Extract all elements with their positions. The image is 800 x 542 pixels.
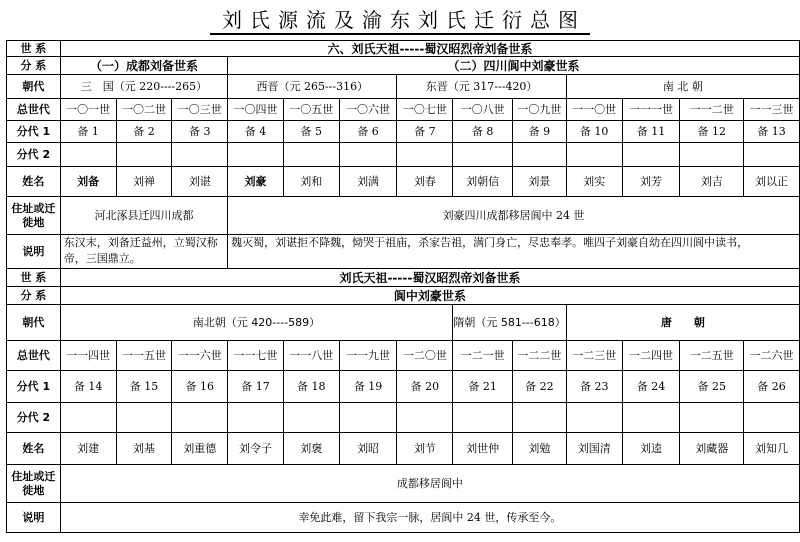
address-chengdu: 河北涿县迁四川成都 [60, 197, 227, 235]
name-cell: 刘吉 [680, 167, 744, 197]
name-cell: 刘世仲 [453, 433, 513, 465]
empty-cell [513, 143, 567, 167]
label-shuoming: 说明 [7, 503, 61, 533]
generation-cell: 一二二世 [513, 341, 567, 371]
name-cell: 刘令子 [228, 433, 284, 465]
name-cell: 刘谌 [172, 167, 228, 197]
label-fendai1: 分代 1 [7, 121, 61, 143]
empty-cell [397, 143, 453, 167]
address-langzhong: 刘豪四川成都移居阆中 24 世 [228, 197, 800, 235]
sub-generation-cell: 备 7 [397, 121, 453, 143]
generation-cell: 一一二世 [680, 99, 744, 121]
label-fendai1: 分代 1 [7, 371, 61, 403]
name-cell: 刘以正 [744, 167, 800, 197]
name-cell: 刘和 [283, 167, 339, 197]
empty-cell [680, 143, 744, 167]
empty-cell [744, 143, 800, 167]
generation-cell: 一〇八世 [453, 99, 513, 121]
sub-generation-cell: 备 23 [566, 371, 622, 403]
generation-cell: 一〇二世 [116, 99, 172, 121]
era-cell: 隋朝（元 581---618） [453, 305, 567, 341]
empty-cell [566, 403, 622, 433]
label-fendai2: 分代 2 [7, 143, 61, 167]
empty-cell [453, 143, 513, 167]
generation-cell: 一〇七世 [397, 99, 453, 121]
label-shuoming: 说明 [7, 235, 61, 269]
sub-generation-cell: 备 19 [339, 371, 397, 403]
sub-generation-cell: 备 6 [339, 121, 397, 143]
name-cell: 刘节 [397, 433, 453, 465]
sub-generation-cell: 备 21 [453, 371, 513, 403]
sub-generation-cell: 备 8 [453, 121, 513, 143]
generation-cell: 一〇一世 [60, 99, 116, 121]
label-zhuzhi: 住址或迁徙地 [7, 197, 61, 235]
branch-chengdu: （一）成都刘备世系 [60, 57, 227, 75]
sub-generation-cell: 备 25 [680, 371, 744, 403]
sub-generation-cell: 备 24 [622, 371, 680, 403]
generation-cell: 一一六世 [172, 341, 228, 371]
generation-cell: 一〇五世 [283, 99, 339, 121]
era-cell: 东晋（元 317---420） [397, 75, 566, 99]
empty-cell [283, 143, 339, 167]
era-cell: 三 国（元 220----265） [60, 75, 227, 99]
note-chengdu: 东汉末，刘备迁益州，立蜀汉称帝，三国鼎立。 [60, 235, 227, 269]
note-langzhong: 魏灭蜀，刘谌拒不降魏，恸哭于祖庙，杀家告祖，满门身亡，尽忠奉孝。唯四子刘豪自幼在四川阆中读书， [228, 235, 800, 269]
name-cell: 刘朝信 [453, 167, 513, 197]
lineage-heading: 六、刘氏天祖-----蜀汉昭烈帝刘备世系 [60, 41, 799, 57]
sub-generation-cell: 备 15 [116, 371, 172, 403]
empty-cell [622, 403, 680, 433]
name-cell: 刘建 [60, 433, 116, 465]
sub-generation-cell: 备 1 [60, 121, 116, 143]
label-zhuzhi: 住址或迁徙地 [7, 465, 61, 503]
empty-cell [283, 403, 339, 433]
branch-langzhong: （二）四川阆中刘豪世系 [228, 57, 800, 75]
label-fendai2: 分代 2 [7, 403, 61, 433]
sub-generation-cell: 备 9 [513, 121, 567, 143]
generation-cell: 一二六世 [744, 341, 800, 371]
sub-generation-cell: 备 13 [744, 121, 800, 143]
name-cell: 刘春 [397, 167, 453, 197]
label-fenxi: 分 系 [7, 57, 61, 75]
generation-cell: 一二四世 [622, 341, 680, 371]
empty-cell [228, 143, 284, 167]
name-cell: 刘景 [513, 167, 567, 197]
empty-cell [60, 143, 116, 167]
generation-cell: 一一九世 [339, 341, 397, 371]
empty-cell [228, 403, 284, 433]
empty-cell [172, 403, 228, 433]
name-cell: 刘备 [60, 167, 116, 197]
generation-cell: 一〇四世 [228, 99, 284, 121]
generation-cell: 一一三世 [744, 99, 800, 121]
label-chaodai: 朝代 [7, 305, 61, 341]
empty-cell [513, 403, 567, 433]
era-cell: 唐 朝 [566, 305, 799, 341]
name-cell: 刘满 [339, 167, 397, 197]
name-cell: 刘基 [116, 433, 172, 465]
label-chaodai: 朝代 [7, 75, 61, 99]
empty-cell [116, 143, 172, 167]
generation-cell: 一一七世 [228, 341, 284, 371]
name-cell: 刘豪 [228, 167, 284, 197]
generation-cell: 一〇三世 [172, 99, 228, 121]
generation-cell: 一一四世 [60, 341, 116, 371]
name-cell: 刘国清 [566, 433, 622, 465]
page-title: 刘氏源流及渝东刘氏迁衍总图 [0, 4, 800, 33]
generation-cell: 一二三世 [566, 341, 622, 371]
sub-generation-cell: 备 2 [116, 121, 172, 143]
era-cell: 南北朝（元 420----589） [60, 305, 452, 341]
sub-generation-cell: 备 5 [283, 121, 339, 143]
label-zongshidai: 总世代 [7, 99, 61, 121]
empty-cell [680, 403, 744, 433]
label-zongshidai: 总世代 [7, 341, 61, 371]
name-cell: 刘藏器 [680, 433, 744, 465]
sub-generation-cell: 备 18 [283, 371, 339, 403]
note-langzhong: 幸免此难，留下我宗一脉，居阆中 24 世，传承至今。 [60, 503, 799, 533]
generation-cell: 一一〇世 [566, 99, 622, 121]
branch-langzhong: 阆中刘豪世系 [60, 287, 799, 305]
sub-generation-cell: 备 3 [172, 121, 228, 143]
lineage-table-1 [6, 40, 800, 269]
name-cell: 刘逵 [622, 433, 680, 465]
lineage-heading: 刘氏天祖-----蜀汉昭烈帝刘备世系 [60, 269, 799, 287]
name-cell: 刘禅 [116, 167, 172, 197]
empty-cell [116, 403, 172, 433]
sub-generation-cell: 备 17 [228, 371, 284, 403]
empty-cell [622, 143, 680, 167]
sub-generation-cell: 备 12 [680, 121, 744, 143]
sub-generation-cell: 备 20 [397, 371, 453, 403]
empty-cell [744, 403, 800, 433]
name-cell: 刘实 [566, 167, 622, 197]
empty-cell [339, 403, 397, 433]
generation-cell: 一二〇世 [397, 341, 453, 371]
label-fenxi: 分 系 [7, 287, 61, 305]
label-xingming: 姓名 [7, 167, 61, 197]
era-cell: 南 北 朝 [566, 75, 799, 99]
generation-cell: 一一一世 [622, 99, 680, 121]
sub-generation-cell: 备 11 [622, 121, 680, 143]
generation-cell: 一一五世 [116, 341, 172, 371]
empty-cell [397, 403, 453, 433]
empty-cell [566, 143, 622, 167]
name-cell: 刘勉 [513, 433, 567, 465]
name-cell: 刘昭 [339, 433, 397, 465]
address-langzhong: 成都移居阆中 [60, 465, 799, 503]
empty-cell [453, 403, 513, 433]
name-cell: 刘重德 [172, 433, 228, 465]
empty-cell [172, 143, 228, 167]
sub-generation-cell: 备 4 [228, 121, 284, 143]
generation-cell: 一〇九世 [513, 99, 567, 121]
name-cell: 刘知几 [744, 433, 800, 465]
empty-cell [60, 403, 116, 433]
era-cell: 西晋（元 265---316） [228, 75, 397, 99]
label-shixi: 世 系 [7, 41, 61, 57]
name-cell: 刘芳 [622, 167, 680, 197]
sub-generation-cell: 备 10 [566, 121, 622, 143]
sub-generation-cell: 备 16 [172, 371, 228, 403]
generation-cell: 一二五世 [680, 341, 744, 371]
generation-cell: 一二一世 [453, 341, 513, 371]
label-xingming: 姓名 [7, 433, 61, 465]
label-shixi: 世 系 [7, 269, 61, 287]
sub-generation-cell: 备 26 [744, 371, 800, 403]
lineage-table-2 [6, 268, 800, 533]
name-cell: 刘褒 [283, 433, 339, 465]
generation-cell: 一一八世 [283, 341, 339, 371]
generation-cell: 一〇六世 [339, 99, 397, 121]
empty-cell [339, 143, 397, 167]
sub-generation-cell: 备 22 [513, 371, 567, 403]
sub-generation-cell: 备 14 [60, 371, 116, 403]
